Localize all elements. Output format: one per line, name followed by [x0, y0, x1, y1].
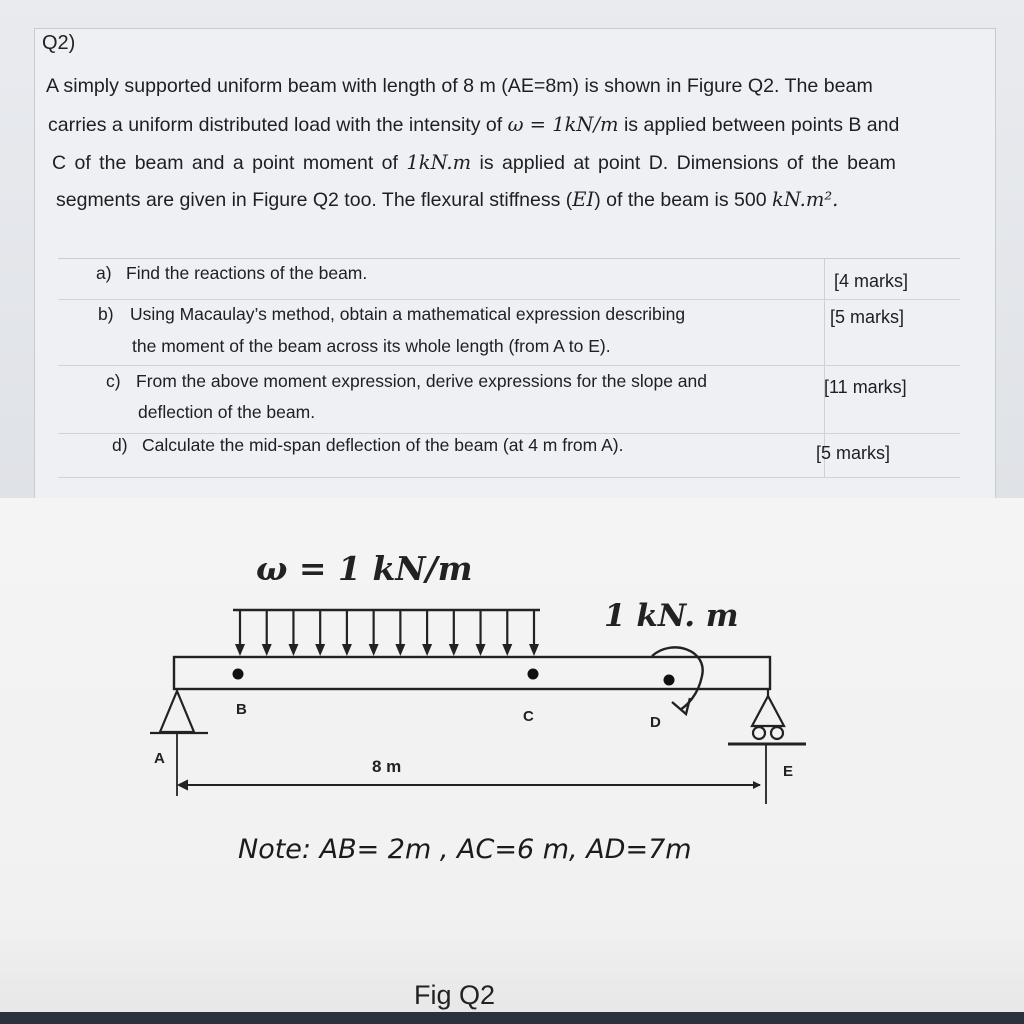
- udl-arrow-head: [262, 644, 272, 656]
- part-row-d: [58, 433, 960, 478]
- point-c-dot: [528, 669, 539, 680]
- stiffness-symbol: EI: [572, 188, 595, 211]
- point-e-label: E: [783, 763, 794, 780]
- support-a: [150, 691, 208, 733]
- part-a-text: Find the reactions of the beam.: [126, 263, 368, 283]
- roller-wheel-right: [771, 727, 783, 739]
- udl-arrow-set: [235, 611, 539, 656]
- udl-arrow-head: [395, 644, 405, 656]
- point-b-label: B: [236, 701, 247, 718]
- udl-label-text: ω = 1 kN/m: [256, 549, 473, 588]
- question-line-3-tail: is applied at point D. Dimensions of the beam: [479, 152, 896, 174]
- point-a-label: A: [154, 750, 165, 767]
- question-line-4: [56, 188, 838, 212]
- part-d-marks: [5 marks]: [816, 443, 891, 463]
- question-line-1: A simply supported uniform beam with length of 8 m (AE=8m) is shown in Figure Q2. The beam: [46, 75, 873, 97]
- point-d-label: D: [650, 714, 661, 731]
- part-d-label: d): [112, 435, 128, 455]
- question-line-2: [48, 113, 899, 137]
- part-c-label: c): [106, 371, 121, 391]
- part-b-text-2: the moment of the beam across its whole length (from A to E).: [132, 336, 611, 356]
- udl-arrow-head: [502, 644, 512, 656]
- udl-label: [256, 549, 473, 588]
- question-line-4-mid: ) of the beam is 500: [594, 189, 767, 211]
- parts-table: [58, 258, 960, 477]
- part-row-b: [58, 299, 960, 366]
- point-b-dot: [233, 669, 244, 680]
- roller-support-triangle: [752, 696, 784, 726]
- span-dimension-left-arrow: [178, 780, 188, 790]
- stiffness-unit: kN.m².: [772, 188, 839, 211]
- udl-arrow-head: [476, 644, 486, 656]
- udl-arrow-head: [288, 644, 298, 656]
- part-a-label: a): [96, 263, 112, 283]
- point-moment-formula: 1kN.m: [406, 151, 472, 174]
- span-label: 8 m: [372, 757, 402, 776]
- point-d-dot: [664, 675, 675, 686]
- part-b-text: Using Macaulay’s method, obtain a mathematical expression describing: [130, 304, 686, 324]
- moment-label: 1 kN. m: [604, 598, 739, 634]
- udl-arrow-head: [422, 644, 432, 656]
- part-row-a: [58, 259, 960, 300]
- roller-wheel-left: [753, 727, 765, 739]
- pin-support-triangle: [160, 691, 194, 732]
- udl-formula: ω = 1kN/m: [507, 113, 619, 136]
- question-page: [0, 0, 1024, 498]
- beam-diagram: [0, 498, 1024, 1024]
- part-b-label: b): [98, 304, 114, 324]
- udl-arrow-head: [342, 644, 352, 656]
- point-dots: [233, 669, 675, 686]
- part-d-text: Calculate the mid-span deflection of the beam (at 4 m from A).: [142, 435, 624, 455]
- part-b-marks: [5 marks]: [830, 307, 905, 327]
- question-line-3-text: C of the beam and a point moment of: [52, 152, 398, 174]
- question-line-3: [52, 151, 896, 175]
- udl-arrow-head: [235, 644, 245, 656]
- udl-arrow-head: [449, 644, 459, 656]
- dimension-note: Note: AB= 2m , AC=6 m, AD=7m: [238, 834, 692, 865]
- figure-caption: Fig Q2: [414, 980, 496, 1010]
- moment-arrowhead: [672, 698, 690, 714]
- question-line-2-text: carries a uniform distributed load with the intensity of: [48, 114, 503, 136]
- udl-arrow-head: [529, 644, 539, 656]
- beam: [174, 657, 770, 689]
- part-c-marks: [11 marks]: [824, 377, 907, 397]
- support-e: [728, 688, 806, 744]
- point-c-label: C: [523, 708, 534, 725]
- beam-body: [174, 657, 770, 689]
- udl-arrow-head: [315, 644, 325, 656]
- question-line-4-text: segments are given in Figure Q2 too. The flexural stiffness (: [56, 189, 573, 211]
- screen-bezel: [0, 1012, 1024, 1024]
- part-a-marks: [4 marks]: [834, 271, 909, 291]
- part-c-text-2: deflection of the beam.: [138, 402, 316, 422]
- question-line-2-tail: is applied between points B and: [623, 114, 900, 136]
- figure-page: [0, 498, 1024, 1024]
- udl-arrow-head: [369, 644, 379, 656]
- question-number: Q2): [42, 32, 76, 54]
- part-row-c: [58, 365, 960, 434]
- part-c-text: From the above moment expression, derive expressions for the slope and: [136, 371, 707, 391]
